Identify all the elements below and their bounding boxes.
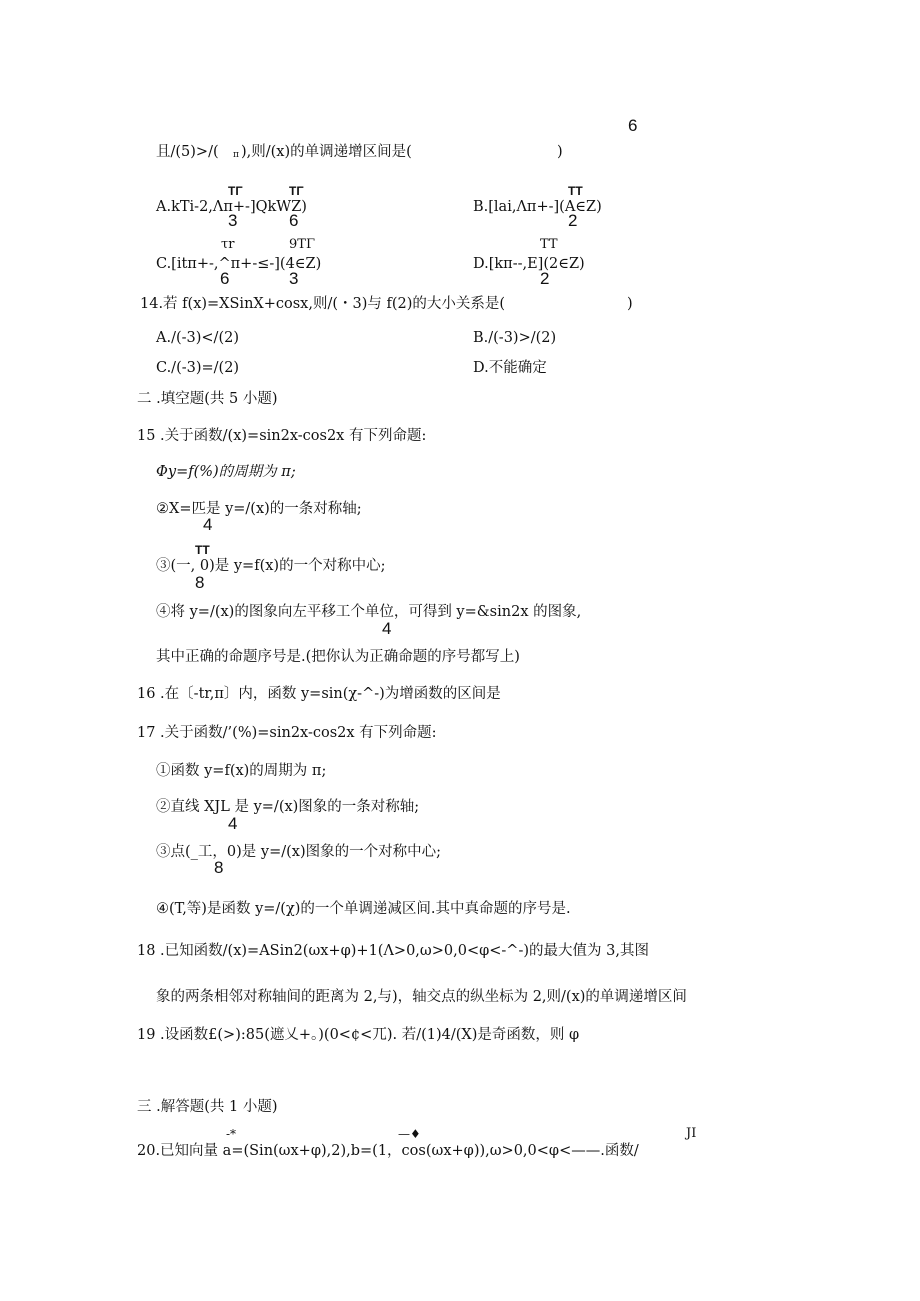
- text-line: ③(一, 0)是 y=f(x)的一个对称中心;: [156, 558, 386, 574]
- superscript-text: TΓ: [289, 184, 304, 198]
- question-18: 18 .已知函数/(x)=ASin2(ωx+φ)+1(Λ>0,ω>0,0<φ<-^-)的最大值为 3,其图: [137, 943, 649, 959]
- option-a: A.kTi-2,Λπ+-]QkWZ): [156, 199, 307, 215]
- bracket-text: ): [557, 144, 563, 160]
- option-d: D.[kπ--,E](2∈Z): [473, 256, 585, 272]
- text-line: Φy=f(%)的周期为 π;: [156, 464, 296, 480]
- subscript-text: 6: [220, 269, 230, 288]
- subscript-text: π: [233, 150, 239, 160]
- text-line: 且/(5)>/(: [156, 144, 219, 160]
- subscript-text: 8: [214, 858, 224, 877]
- text-line: ③点(_工，0)是 y=/(x)图象的一个对称中心;: [156, 844, 442, 860]
- superscript-text: τr: [221, 237, 235, 252]
- option-a: A./(-3)</(2): [156, 330, 239, 346]
- superscript-text: 9TΓ: [289, 237, 315, 252]
- text-line: ④将 y=/(x)的图象向左平移工个单位，可得到 y=&sin2x 的图象,: [156, 604, 582, 620]
- subscript-text: 6: [289, 211, 299, 230]
- subscript-text: 2: [568, 211, 578, 230]
- superscript-text: TΓ: [228, 184, 243, 198]
- question-14: 14.若 f(x)=XSinX+cosx,则/(・3)与 f(2)的大小关系是(: [140, 296, 506, 312]
- question-20: 20.已知向量 a=(Sin(ωx+φ),2),b=(1，cos(ωx+φ)),ω>0,0<φ<——.函数/: [137, 1143, 639, 1159]
- superscript-text: 6: [628, 116, 638, 135]
- subscript-text: 4: [203, 515, 213, 534]
- question-15: 15 .关于函数/(x)=sin2x-cos2x 有下列命题:: [137, 428, 427, 444]
- vector-arrow: -*: [226, 1127, 237, 1141]
- superscript-text: JI: [686, 1126, 697, 1141]
- option-d: D.不能确定: [473, 360, 547, 376]
- option-c: C./(-3)=/(2): [156, 360, 240, 376]
- subscript-text: 2: [540, 269, 550, 288]
- option-b: B.[lai,Λπ+-](A∈Z): [473, 199, 602, 215]
- superscript-text: TT: [195, 543, 210, 557]
- question-19: 19 .设函数£(>):85(遮乂+。)(0<¢<兀). 若/(1)4/(X)是奇函数，则 φ: [137, 1027, 580, 1043]
- option-c: C.[itπ+-,^π+-≤-](4∈Z): [156, 256, 322, 272]
- text-line: ②X=匹是 y=/(x)的一条对称轴;: [156, 501, 362, 517]
- question-16: 16 .在〔-tr,π〕内，函数 y=sin(χ-^-)为增函数的区间是: [137, 686, 501, 702]
- superscript-text: TT: [540, 237, 558, 252]
- question-17: 17 .关于函数/’(%)=sin2x-cos2x 有下列命题:: [137, 725, 437, 741]
- section-heading: 三 .解答题(共 1 小题): [137, 1099, 278, 1115]
- bracket-text: ): [627, 296, 633, 312]
- subscript-text: 3: [289, 269, 299, 288]
- text-line: ②直线 XJL 是 y=/(x)图象的一条对称轴;: [156, 799, 420, 815]
- text-line: ④(T,等)是函数 y=/(χ)的一个单调递减区间.其中真命题的序号是.: [156, 901, 571, 917]
- subscript-text: 4: [382, 619, 392, 638]
- vector-arrow: —♦: [398, 1127, 421, 1141]
- superscript-text: TT: [568, 184, 583, 198]
- text-line: ),则/(x)的单调递增区间是(: [241, 144, 412, 160]
- text-line: 象的两条相邻对称轴间的距离为 2,与)，轴交点的纵坐标为 2,则/(x)的单调递增区间: [156, 989, 687, 1005]
- option-b: B./(-3)>/(2): [473, 330, 557, 346]
- text-line: 其中正确的命题序号是.(把你认为正确命题的序号都写上): [156, 649, 520, 665]
- section-heading: 二 .填空题(共 5 小题): [137, 391, 278, 407]
- subscript-text: 4: [228, 814, 238, 833]
- subscript-text: 3: [228, 211, 238, 230]
- text-line: ①函数 y=f(x)的周期为 π;: [156, 763, 327, 779]
- subscript-text: 8: [195, 573, 205, 592]
